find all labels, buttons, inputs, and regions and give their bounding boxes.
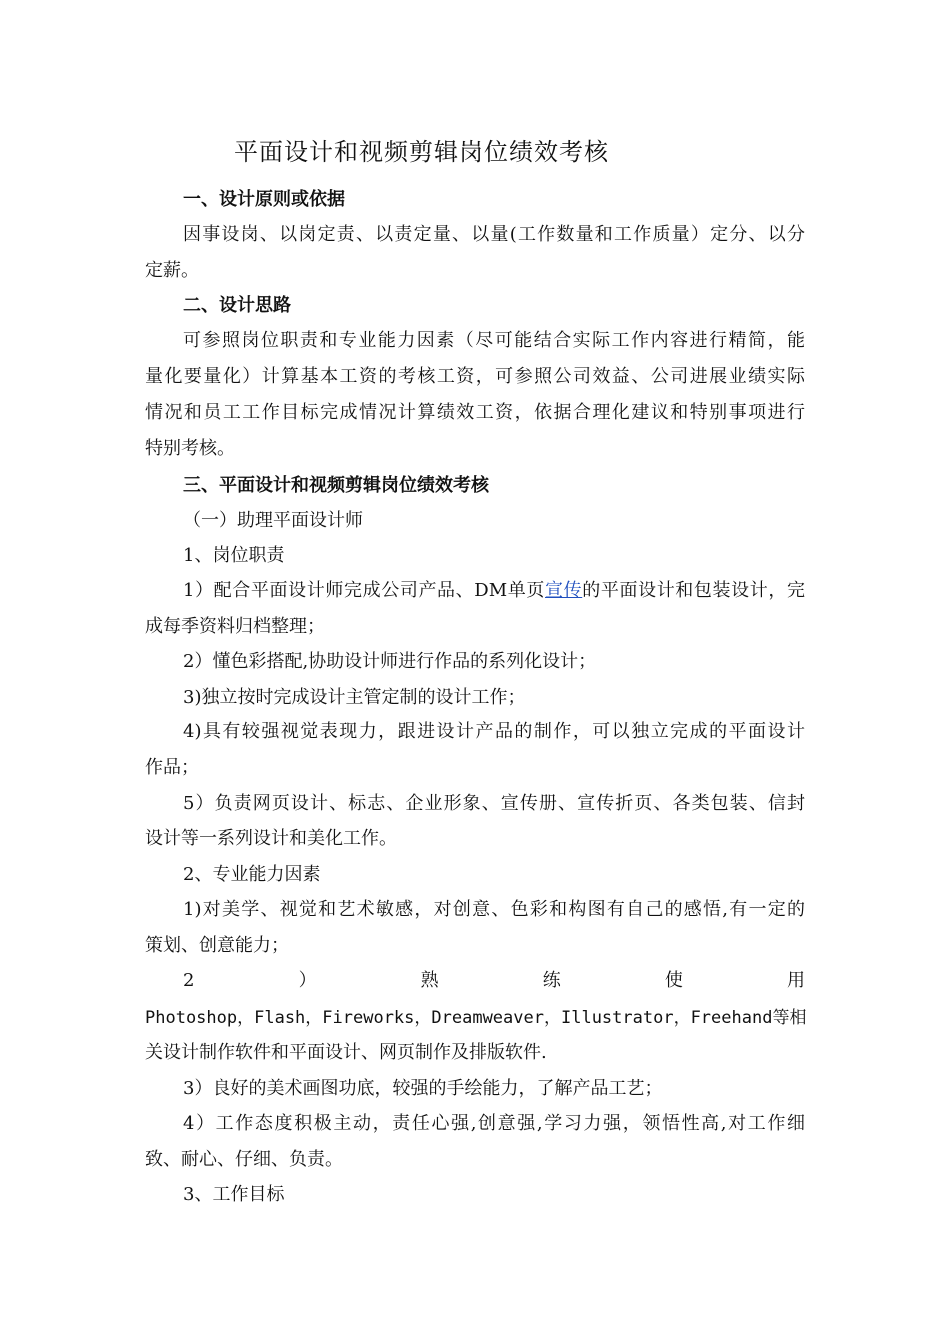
- text-span: 2: [183, 970, 195, 991]
- list-item-line: 4）工作态度积极主动，责任心强,创意强,学习力强，领悟性高,对工作细: [183, 1113, 805, 1134]
- list-item-line-spread: [183, 969, 805, 993]
- paragraph-line: 特别考核。: [145, 438, 235, 459]
- paragraph-line: 因事设岗、以岗定责、以责定量、以量(工作数量和工作质量）定分、以分: [183, 224, 805, 245]
- list-heading-duties: 1、岗位职责: [183, 545, 285, 566]
- paragraph-line: 可参照岗位职责和专业能力因素（尽可能结合实际工作内容进行精简，能: [183, 330, 805, 351]
- section-heading-3: 三、平面设计和视频剪辑岗位绩效考核: [183, 475, 489, 496]
- section-heading-1: 一、设计原则或依据: [183, 189, 345, 210]
- text-span: 练: [542, 970, 561, 991]
- paragraph-line: 情况和员工工作目标完成情况计算绩效工资，依据合理化建议和特别事项进行: [145, 402, 805, 423]
- list-item-line: 5）负责网页设计、标志、企业形象、宣传册、宣传折页、各类包装、信封: [183, 793, 805, 814]
- text-span: 使: [664, 970, 683, 991]
- text-span: 用: [787, 970, 805, 991]
- list-item-line: 1)对美学、视觉和艺术敏感，对创意、色彩和构图有自己的感悟,有一定的: [183, 899, 805, 920]
- list-item-line: 致、耐心、仔细、负责。: [145, 1149, 343, 1170]
- text-span: 的平面设计和包装设计，完: [582, 580, 805, 601]
- list-heading-goals: 3、工作目标: [183, 1184, 285, 1205]
- text-span: 1）配合平面设计师完成公司产品、DM单页: [183, 580, 545, 601]
- list-item-line: 设计等一系列设计和美化工作。: [145, 828, 397, 849]
- list-item-line: 策划、创意能力；: [145, 935, 289, 956]
- list-heading-abilities: 2、专业能力因素: [183, 864, 321, 885]
- list-item-line: 作品；: [145, 757, 199, 778]
- list-item-line: 2）懂色彩搭配,协助设计师进行作品的系列化设计；: [183, 651, 597, 672]
- paragraph-line: 定薪。: [145, 260, 199, 281]
- list-item-line: Photoshop，Flash，Fireworks，Dreamweaver，Illustrator，Freehand等相: [145, 1008, 807, 1028]
- section-heading-2: 二、设计思路: [183, 295, 291, 316]
- document-title: 平面设计和视频剪辑岗位绩效考核: [234, 138, 609, 166]
- list-item-line: 关设计制作软件和平面设计、网页制作及排版软件.: [145, 1042, 547, 1063]
- list-item-line: 3）良好的美术画图功底，较强的手绘能力，了解产品工艺；: [183, 1078, 663, 1099]
- list-item-line: [183, 579, 805, 603]
- text-span: 熟: [420, 970, 439, 991]
- text-span: ）: [298, 970, 317, 991]
- list-item-line: 3)独立按时完成设计主管定制的设计工作；: [183, 687, 526, 708]
- list-item-line: 4)具有较强视觉表现力，跟进设计产品的制作，可以独立完成的平面设计: [183, 721, 805, 742]
- subsection-heading: （一）助理平面设计师: [183, 510, 363, 531]
- paragraph-line: 量化要量化）计算基本工资的考核工资，可参照公司效益、公司进展业绩实际: [145, 366, 805, 387]
- list-item-line: 成每季资料归档整理；: [145, 616, 325, 637]
- xuanchuan-link[interactable]: 宣传: [545, 580, 583, 601]
